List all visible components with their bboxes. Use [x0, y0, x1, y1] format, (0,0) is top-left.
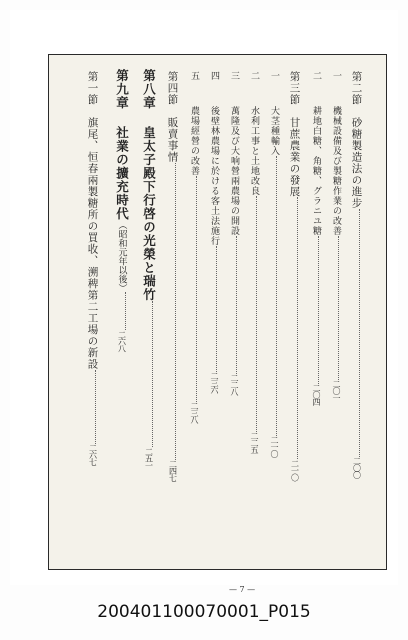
- entry-title: 甘蔗農業の發展: [288, 116, 301, 198]
- entry-title: 萬隆及び大响營兩農場の開設: [229, 105, 239, 236]
- toc-entry: [351, 71, 364, 478]
- entry-number: 第八章: [141, 69, 157, 110]
- leader-dots: [359, 209, 360, 457]
- toc-entry: [331, 71, 343, 401]
- entry-page: 二五一: [144, 447, 154, 469]
- scan-frame: [10, 10, 398, 594]
- leader-dots: [236, 236, 237, 374]
- toc-entry: [87, 71, 100, 465]
- entry-title: 耕地白糖、角糖、グラニユ糖: [311, 105, 321, 236]
- entry-title: 砂糖製造法の進步: [350, 116, 363, 209]
- entry-number: 一: [269, 71, 279, 81]
- leader-dots: [276, 156, 277, 436]
- entry-title: 販賣事情: [166, 116, 179, 163]
- toc-entry: [115, 69, 130, 351]
- entry-number: 一: [331, 71, 341, 81]
- page-number: — 7 —: [229, 585, 256, 594]
- document-page: [48, 54, 387, 594]
- leader-dots: [318, 236, 319, 384]
- entry-number: 第一節: [86, 71, 99, 106]
- entry-page: 二一〇: [290, 459, 300, 481]
- entry-page: 二六七: [88, 443, 98, 465]
- leader-dots: [216, 246, 217, 372]
- entry-page: 二三六: [210, 371, 219, 393]
- entry-number: 二: [249, 71, 259, 81]
- toc-entry: [311, 71, 323, 405]
- toc-entry: [229, 71, 241, 395]
- leader-dots: [95, 370, 96, 444]
- entry-number: 第四節: [166, 71, 179, 106]
- entry-page: 二一〇: [270, 435, 279, 457]
- leader-dots: [125, 292, 126, 330]
- entry-page: 二〇一: [332, 379, 341, 401]
- leader-dots: [196, 176, 197, 402]
- entry-subtitle: （昭和元年以後）: [116, 220, 127, 293]
- leader-dots: [338, 236, 339, 380]
- entry-page: 二〇〇: [352, 456, 362, 478]
- entry-page: 二二五: [250, 431, 259, 453]
- image-caption: 200401100070001_P015: [97, 602, 311, 622]
- entry-title: 旗尾、恒春兩製糖所の買收、溯稗第二工場の新設: [86, 116, 99, 370]
- entry-title: 水利工事と土地改良: [249, 105, 259, 196]
- toc-entry: [189, 71, 201, 423]
- entry-number: 三: [229, 71, 239, 81]
- leader-dots: [152, 301, 153, 447]
- entry-page: 二三八: [190, 401, 199, 423]
- entry-page: 二六八: [117, 330, 127, 352]
- leader-dots: [297, 197, 298, 459]
- toc-entry: [142, 69, 157, 468]
- entry-title: 機械設備及び製糖作業の改善: [331, 105, 341, 236]
- entry-number: 第二節: [350, 71, 363, 106]
- entry-title: 皇太子殿下行啓の光榮と瑞竹: [141, 125, 157, 302]
- toc-entry: [167, 71, 180, 481]
- entry-title: 農場經營の改善: [189, 105, 199, 176]
- leader-dots: [175, 163, 176, 460]
- entry-number: 四: [209, 71, 219, 81]
- entry-number: 第九章: [114, 69, 130, 110]
- toc-entry: [209, 71, 221, 393]
- entry-number: 二: [311, 71, 321, 81]
- entry-title: 大茎種輸入: [269, 105, 279, 156]
- entry-page: 二二八: [230, 373, 239, 395]
- toc-entry: [249, 71, 261, 453]
- entry-title: 後壁林農場に於ける客土法施行: [209, 105, 219, 246]
- entry-page: 二〇四: [312, 383, 321, 405]
- entry-number: 五: [189, 71, 199, 81]
- entry-title: 社業の擴充時代: [114, 125, 130, 221]
- entry-page: 二四七: [168, 459, 178, 481]
- leader-dots: [256, 196, 257, 432]
- toc-entry: [269, 71, 281, 457]
- toc-entry: [289, 71, 302, 480]
- entry-number: 第三節: [288, 71, 301, 106]
